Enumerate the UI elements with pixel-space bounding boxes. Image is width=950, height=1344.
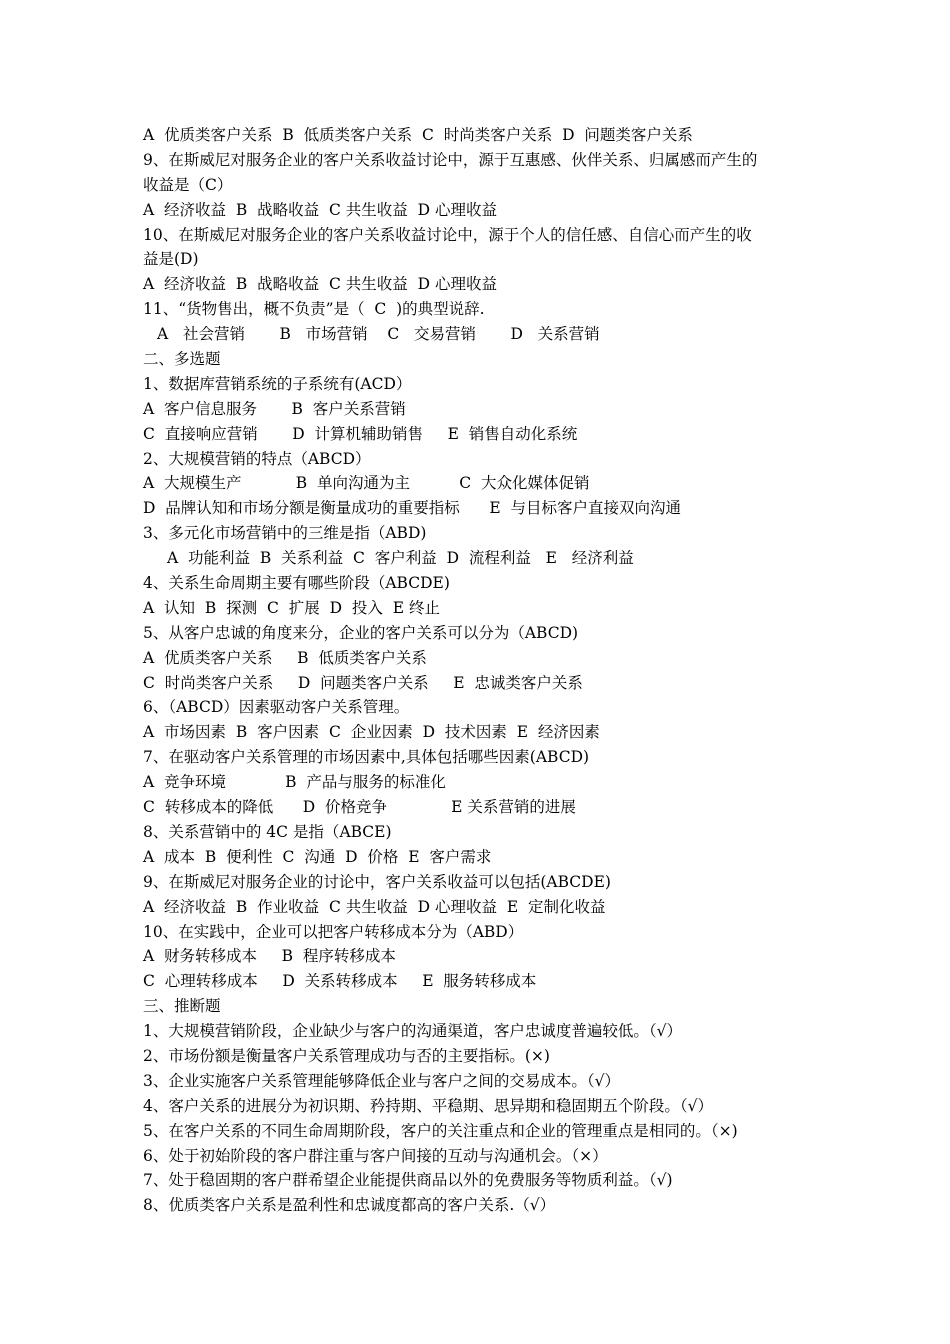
text-line: D 品牌认知和市场分额是衡量成功的重要指标 E 与目标客户直接双向沟通 bbox=[143, 499, 682, 518]
text-line: A 经济收益 B 作业收益 C 共生收益 D 心理收益 E 定制化收益 bbox=[143, 897, 606, 916]
text-line: 益是(D) bbox=[143, 250, 199, 269]
text-line: 7、在驱动客户关系管理的市场因素中,具体包括哪些因素(ABCD) bbox=[143, 748, 590, 767]
text-line: C 心理转移成本 D 关系转移成本 E 服务转移成本 bbox=[143, 972, 537, 991]
text-line: C 直接响应营销 D 计算机辅助销售 E 销售自动化系统 bbox=[143, 424, 578, 443]
text-line: A 优质类客户关系 B 低质类客户关系 bbox=[143, 648, 427, 667]
text-line: 9、在斯威尼对服务企业的讨论中，客户关系收益可以包括(ABCDE) bbox=[143, 872, 611, 891]
text-line: A 经济收益 B 战略收益 C 共生收益 D 心理收益 bbox=[143, 275, 497, 294]
text-line: 2、市场份额是衡量客户关系管理成功与否的主要指标。(×) bbox=[143, 1046, 550, 1065]
document-body bbox=[143, 123, 823, 1218]
text-line: 1、大规模营销阶段，企业缺少与客户的沟通渠道，客户忠诚度普遍较低。（√） bbox=[143, 1022, 682, 1041]
text-line: A 财务转移成本 B 程序转移成本 bbox=[143, 947, 396, 966]
text-line: 8、关系营销中的 4C 是指（ABCE) bbox=[143, 822, 392, 841]
text-line: A 成本 B 便利性 C 沟通 D 价格 E 客户需求 bbox=[143, 847, 492, 866]
text-line: 5、从客户忠诚的角度来分，企业的客户关系可以分为（ABCD) bbox=[143, 623, 579, 642]
text-line: A 优质类客户关系 B 低质类客户关系 C 时尚类客户关系 D 问题类客户关系 bbox=[143, 126, 693, 144]
text-line: A 大规模生产 B 单向沟通为主 C 大众化媒体促销 bbox=[143, 474, 590, 493]
text-line: 二、多选题 bbox=[143, 350, 221, 369]
text-line: 11、“货物售出，概不负责”是（ C )的典型说辞. bbox=[143, 300, 485, 319]
text-line: 9、在斯威尼对服务企业的客户关系收益讨论中，源于互惠感、伙伴关系、归属感而产生的 bbox=[143, 150, 758, 169]
text-line: 6、处于初始阶段的客户群注重与客户间接的互动与沟通机会。（×） bbox=[143, 1146, 608, 1165]
text-line: A 认知 B 探测 C 扩展 D 投入 E 终止 bbox=[143, 598, 440, 617]
text-line: C 时尚类客户关系 D 问题类客户关系 E 忠诚类客户关系 bbox=[143, 673, 583, 692]
text-line: 三、推断题 bbox=[143, 997, 221, 1016]
text-line: 2、大规模营销的特点（ABCD） bbox=[143, 449, 371, 468]
text-line: 6、（ABCD）因素驱动客户关系管理。 bbox=[143, 698, 410, 717]
text-line: 4、关系生命周期主要有哪些阶段（ABCDE) bbox=[143, 574, 450, 593]
text-line: 3、企业实施客户关系管理能够降低企业与客户之间的交易成本。（√） bbox=[143, 1071, 620, 1090]
text-line: 3、多元化市场营销中的三维是指（ABD) bbox=[143, 524, 427, 543]
text-line: A 客户信息服务 B 客户关系营销 bbox=[143, 399, 406, 418]
text-line: 10、在实践中，企业可以把客户转移成本分为（ABD） bbox=[143, 922, 524, 941]
text-line: 7、处于稳固期的客户群希望企业能提供商品以外的免费服务等物质利益。（√) bbox=[143, 1171, 673, 1190]
text-line: 收益是（C） bbox=[143, 175, 233, 194]
text-line: A 市场因素 B 客户因素 C 企业因素 D 技术因素 E 经济因素 bbox=[143, 723, 600, 742]
text-line: C 转移成本的降低 D 价格竞争 E 关系营销的进展 bbox=[143, 798, 576, 817]
text-line: A 经济收益 B 战略收益 C 共生收益 D 心理收益 bbox=[143, 200, 497, 219]
text-line: 8、优质类客户关系是盈利性和忠诚度都高的客户关系.（√） bbox=[143, 1196, 556, 1215]
text-line: 5、在客户关系的不同生命周期阶段，客户的关注重点和企业的管理重点是相同的。（×) bbox=[143, 1121, 738, 1140]
text-line: 1、数据库营销系统的子系统有(ACD） bbox=[143, 374, 412, 393]
text-line: A 社会营销 B 市场营销 C 交易营销 D 关系营销 bbox=[157, 325, 600, 344]
text-line: 4、客户关系的进展分为初识期、矜持期、平稳期、思异期和稳固期五个阶段。（√） bbox=[143, 1096, 713, 1115]
text-line: A 竞争环境 B 产品与服务的标准化 bbox=[143, 773, 446, 792]
text-line: A 功能利益 B 关系利益 C 客户利益 D 流程利益 E 经济利益 bbox=[167, 549, 634, 568]
text-line: 10、在斯威尼对服务企业的客户关系收益讨论中，源于个人的信任感、自信心而产生的收 bbox=[143, 225, 752, 244]
